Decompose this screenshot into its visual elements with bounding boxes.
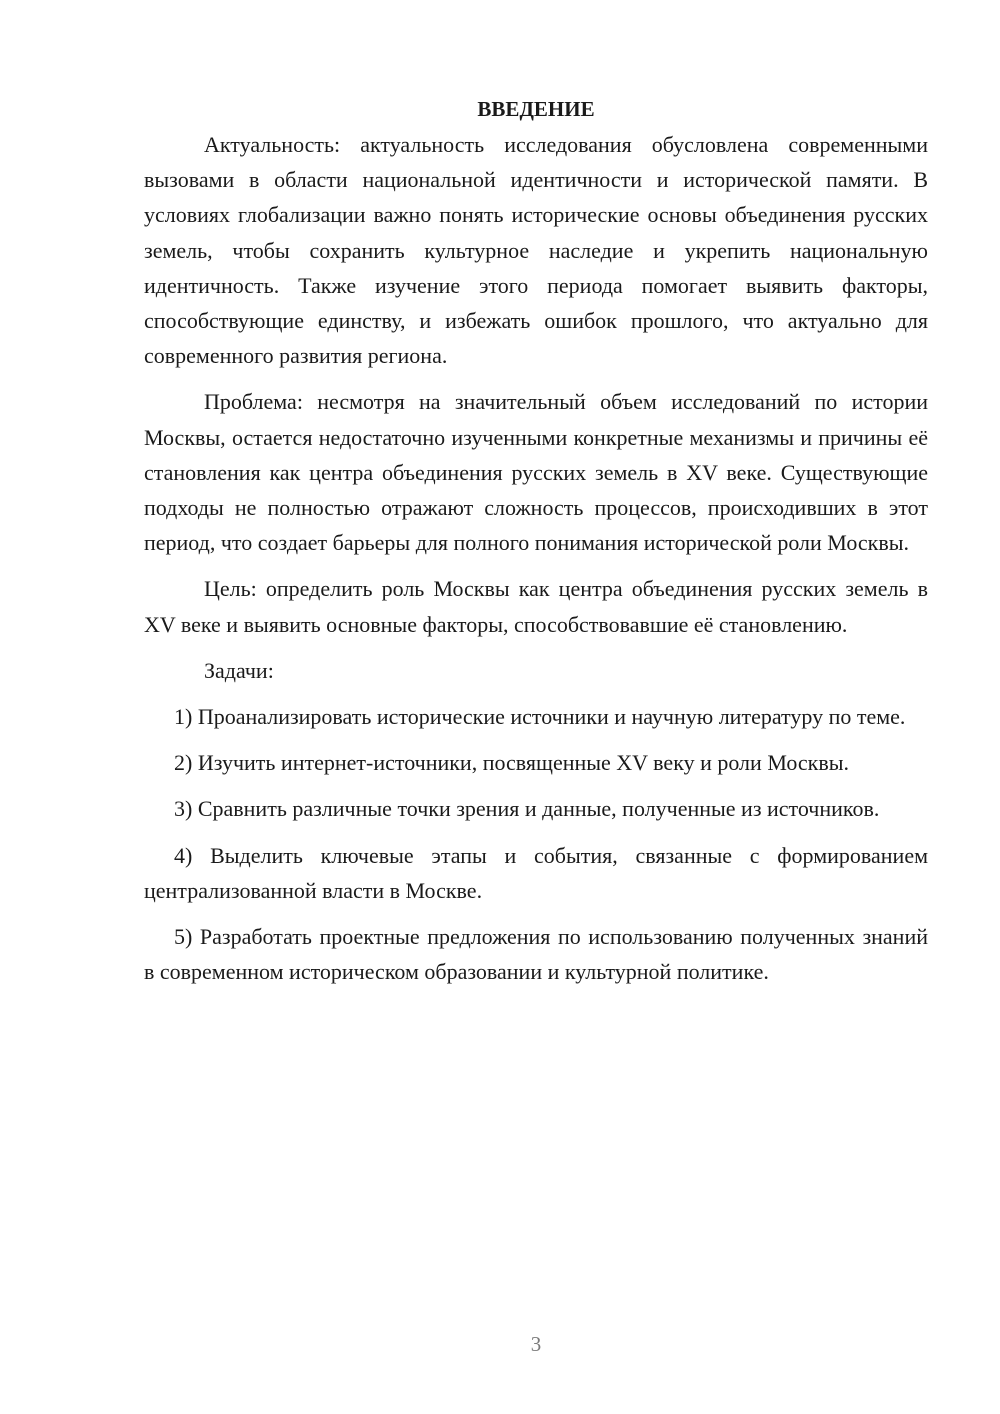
paragraph-problem: Проблема: несмотря на значительный объем исследований по истории Москвы, остается недостаточно изученными конкретные механизмы и причины её становления как центра объединения русских земель в XV веке. Существующие подходы не полностью отражают сложность процессов, происходивших в этот период, что создает барьеры для полного понимания исторической роли Москвы. [144, 389, 928, 556]
paragraph-tasks-heading: Задачи: [204, 657, 274, 683]
task-item: 5) Разработать проектные предложения по использованию полученных знаний в современном историческом образовании и культурной политике. [144, 924, 928, 985]
task-item: 4) Выделить ключевые этапы и события, связанные с формированием централизованной власти в Москве. [144, 842, 928, 903]
document-page [144, 92, 928, 1000]
paragraph-goal: Цель: определить роль Москвы как центра объединения русских земель в XV веке и выявить основные факторы, способствовавшие её становлению. [144, 576, 928, 637]
page-number: 3 [530, 1332, 542, 1356]
task-item: 1) Проанализировать исторические источники и научную литературу по теме. [174, 704, 906, 730]
paragraph-relevance: Актуальность: актуальность исследования обусловлена современными вызовами в области национальной идентичности и исторической памяти. В условиях глобализации важно понять исторические основы объединения русских земель, чтобы сохранить культурное наследие и укрепить национальную идентичность. Также изучение этого периода помогает выявить факторы, способствующие единству, и избежать ошибок прошлого, что актуально для современного развития региона. [144, 132, 928, 369]
document-title: ВВЕДЕНИЕ [477, 97, 595, 121]
task-item: 3) Сравнить различные точки зрения и данные, полученные из источников. [174, 796, 880, 822]
task-item: 2) Изучить интернет-источники, посвященные XV веку и роли Москвы. [174, 750, 849, 776]
